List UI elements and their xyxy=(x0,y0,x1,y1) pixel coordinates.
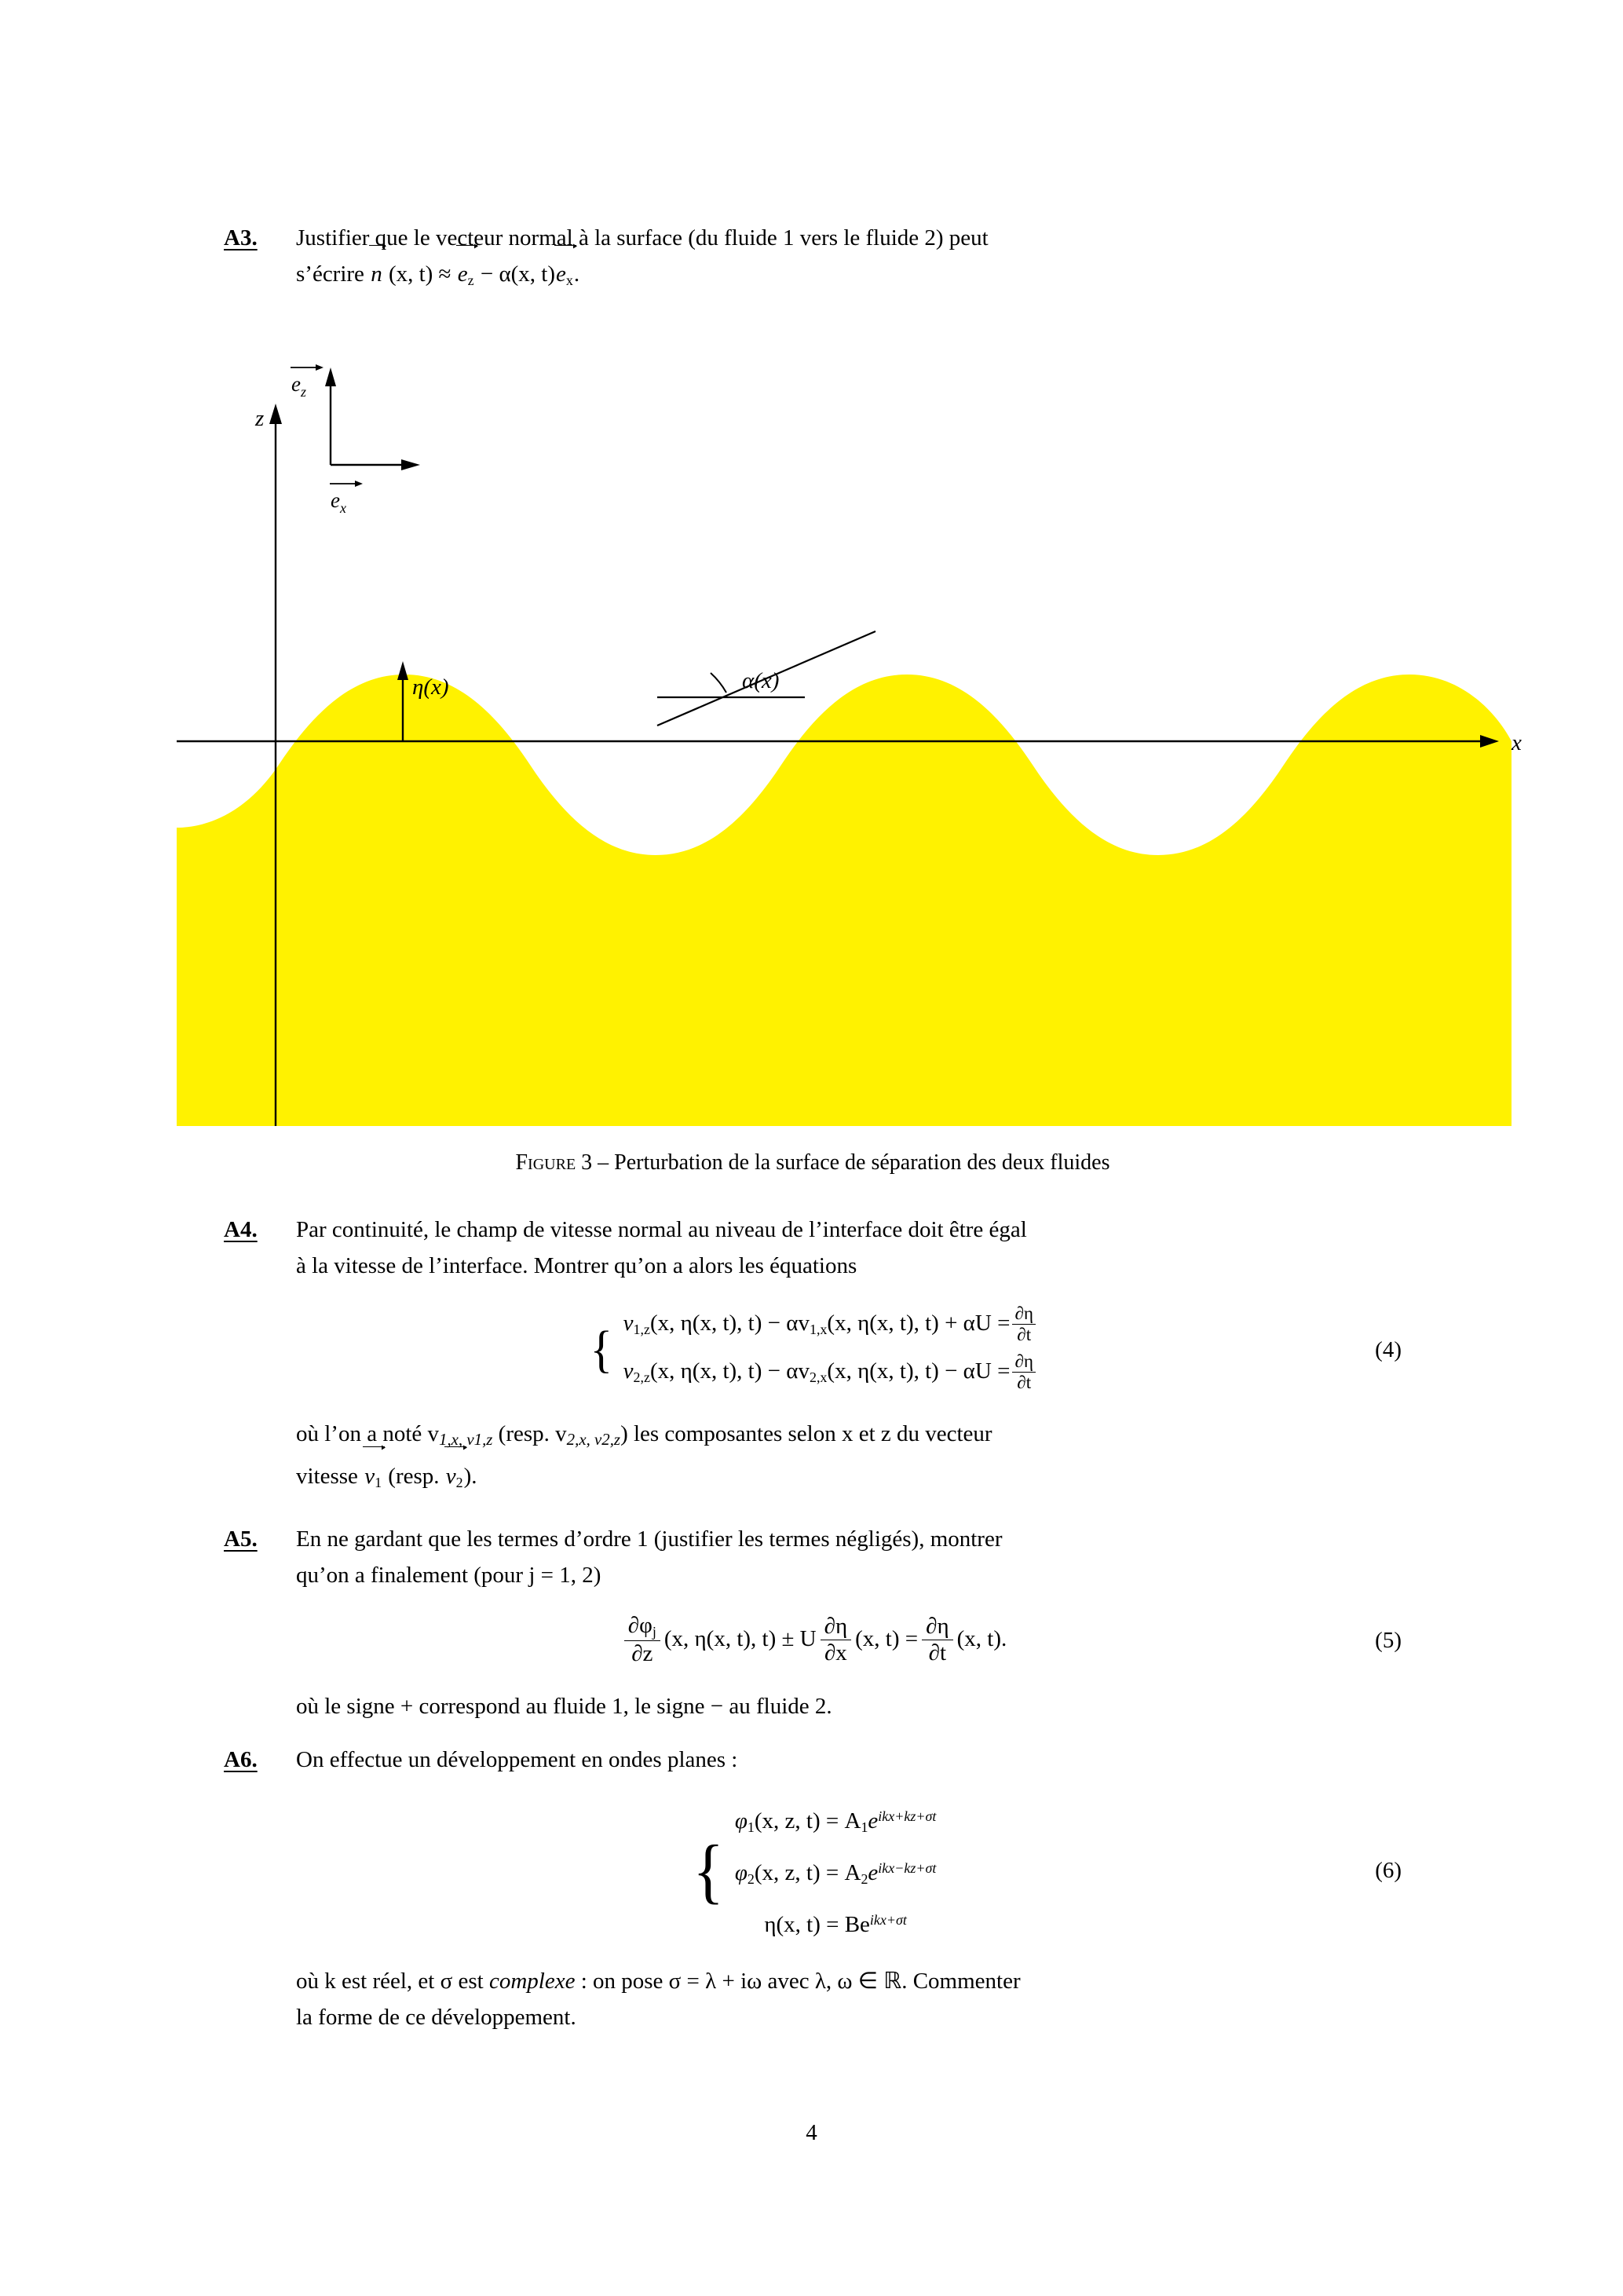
page-number: 4 xyxy=(806,2120,817,2145)
eq6-l2-b: (x, z, t) = A xyxy=(754,1859,861,1885)
x-axis-label: x xyxy=(1512,730,1522,756)
eq4-l1-sub1: 1,z xyxy=(633,1322,650,1338)
question-a6-label: A6. xyxy=(224,1746,258,1772)
v1-sub: 1 xyxy=(375,1474,382,1490)
a3-minus: − α(x, t) xyxy=(474,261,556,287)
alpha-angle-arc xyxy=(711,673,726,693)
a4-after-2: (resp. v xyxy=(492,1421,567,1447)
eta-label: η(x) xyxy=(412,675,449,700)
eq4-l1-den: ∂t xyxy=(1017,1324,1032,1345)
a3-period: . xyxy=(573,261,580,287)
figure-caption-text: – Perturbation de la surface de séparation des deux fluides xyxy=(592,1150,1110,1175)
eq6-l1-e: e xyxy=(868,1808,879,1834)
a4-subs-2: 2,x, v2,z xyxy=(566,1430,621,1450)
equation-4 xyxy=(589,1304,1038,1395)
equation-4-line-2 xyxy=(623,1352,1038,1395)
eq5-f3-num: ∂η xyxy=(922,1614,953,1640)
ez-label-group xyxy=(291,364,324,400)
eq6-l1-sub: 1 xyxy=(747,1819,755,1835)
eq6-l1-exp: ikx+kz+σt xyxy=(878,1808,937,1824)
a3-text-1: Justifier que le vecteur normal à la surface (du fluide 1 vers le fluide 2) peut xyxy=(296,225,989,250)
eq4-l2-sub2: 2,x xyxy=(809,1369,828,1386)
ex-label-group xyxy=(330,481,363,516)
eta-arrowhead xyxy=(397,661,408,680)
eq5-f2-num: ∂η xyxy=(821,1614,852,1640)
eq4-l1-b: (x, η(x, t), t) − αv xyxy=(649,1311,810,1336)
eq4-l1-sub2: 1,x xyxy=(809,1322,828,1338)
eq5-frac-1 xyxy=(624,1613,660,1667)
eq4-l2-b: (x, η(x, t), t) − αv xyxy=(649,1358,810,1384)
eq5-end: (x, t). xyxy=(956,1625,1007,1651)
alpha-label: α(x) xyxy=(742,668,780,694)
v2-sub: 2 xyxy=(455,1474,463,1490)
ez-arrowhead xyxy=(325,367,336,386)
ez-label: $e_z$ xyxy=(291,372,306,400)
eq5-f1-den: ∂z xyxy=(631,1640,653,1666)
a4-after-1: où l’on a noté v xyxy=(296,1421,440,1447)
a6-text-1: On effectue un développement en ondes planes : xyxy=(296,1746,738,1772)
question-a5 xyxy=(224,1521,1402,1724)
equation-6-number: (6) xyxy=(1375,1857,1402,1883)
eq5-f3-den: ∂t xyxy=(928,1640,947,1666)
v1-letter: v xyxy=(364,1463,375,1489)
figure-3-svg xyxy=(177,325,1522,1126)
eq6-l3-a: η(x, t) = Be xyxy=(764,1911,870,1937)
ez-letter: e xyxy=(457,261,468,287)
ex-subscript: x xyxy=(565,272,573,289)
question-a3-label: A3. xyxy=(224,225,258,250)
eq4-l1-frac xyxy=(1012,1303,1036,1345)
equation-4-line-1 xyxy=(623,1304,1038,1347)
eq4-l2-den: ∂t xyxy=(1017,1373,1032,1394)
eq4-l1-c: (x, η(x, t), t) + αU = xyxy=(827,1311,1011,1336)
equation-6-line-2 xyxy=(735,1850,936,1897)
a4-after-4-mid: (resp. xyxy=(382,1463,445,1489)
eq6-l2-phi: φ xyxy=(734,1859,748,1885)
question-a6-body xyxy=(296,1742,1402,2035)
a5-text-1: En ne gardant que les termes d’ordre 1 (justifier les termes négligés), montrer xyxy=(296,1526,1003,1552)
equation-6-line-1 xyxy=(735,1798,936,1845)
a4-text-1: Par continuité, le champ de vitesse normal au niveau de l’interface doit être égal xyxy=(296,1217,1027,1243)
ez-vector-symbol xyxy=(457,256,475,298)
eq4-l1-v: v xyxy=(623,1311,634,1336)
question-a5-label: A5. xyxy=(224,1526,258,1552)
figure-3 xyxy=(177,325,1522,1175)
a6-after-1b: : on pose σ = λ + iω avec λ, ω ∈ ℝ. Commenter xyxy=(575,1968,1021,1994)
eq4-l2-sub1: 2,z xyxy=(633,1369,650,1386)
question-a4-label: A4. xyxy=(224,1217,258,1243)
question-a4-body xyxy=(296,1212,1402,1501)
eq5-f2-den: ∂x xyxy=(824,1640,847,1666)
eq4-l1-num: ∂η xyxy=(1012,1303,1036,1325)
a4-text-2: à la vitesse de l’interface. Montrer qu’on a alors les équations xyxy=(296,1253,857,1279)
eq6-l2-sub2: 2 xyxy=(861,1870,868,1887)
eq6-l3-exp: ikx+σt xyxy=(869,1911,907,1928)
eq6-l1-sub2: 1 xyxy=(861,1819,868,1835)
a6-after-1-italic: complexe xyxy=(488,1968,576,1994)
a4-after-3: ) les composantes selon x et z du vecteur xyxy=(620,1421,992,1447)
equation-5 xyxy=(620,1614,1007,1668)
eq4-l2-c: (x, η(x, t), t) − αU = xyxy=(827,1358,1011,1384)
z-axis-arrowhead xyxy=(269,404,282,424)
eq6-l2-e: e xyxy=(868,1859,879,1885)
a3-text-2-pre: s’écrire xyxy=(296,261,371,287)
question-a3-body xyxy=(296,220,1402,298)
ex-arrowhead xyxy=(401,459,420,470)
a3-args: (x, t) ≈ xyxy=(382,261,457,287)
z-axis-label: z xyxy=(255,406,265,432)
eq5-f1-num-text: ∂φ xyxy=(627,1613,652,1639)
a6-after-1a: où k est réel, et σ est xyxy=(296,1968,489,1994)
v1-vector-symbol xyxy=(364,1458,382,1501)
question-a3 xyxy=(224,220,1402,298)
a6-after-2: la forme de ce développement. xyxy=(296,2004,576,2030)
equation-6-row xyxy=(296,1798,1402,1943)
equation-6-line-3 xyxy=(735,1902,936,1943)
fluid-region xyxy=(177,675,1512,1126)
a4-after-4-pre: vitesse xyxy=(296,1463,364,1489)
ex-letter: e xyxy=(556,261,566,287)
equation-5-row xyxy=(296,1614,1402,1668)
eq5-mid2: (x, t) = xyxy=(855,1625,919,1651)
eq6-l2-sub: 2 xyxy=(747,1870,755,1887)
eq5-frac-3 xyxy=(922,1614,953,1667)
question-a6 xyxy=(224,1742,1402,2035)
eq4-l2-v: v xyxy=(623,1358,634,1384)
equation-4-row xyxy=(296,1304,1402,1395)
equation-6 xyxy=(691,1798,937,1943)
ex-label: $e_x$ xyxy=(331,488,346,517)
equation-4-number: (4) xyxy=(1375,1337,1402,1363)
question-a5-body xyxy=(296,1521,1402,1724)
eq4-l2-frac xyxy=(1012,1351,1036,1393)
v2-letter: v xyxy=(445,1463,456,1489)
page-content xyxy=(224,220,1522,2040)
ez-label-arrowhead xyxy=(316,364,324,371)
equation-6-brace: { xyxy=(692,1830,724,1910)
a4-after-4-end: ). xyxy=(463,1463,477,1489)
a4-subs-1: 1,x, v1,z xyxy=(439,1430,493,1450)
figure-caption-prefix: Figure 3 xyxy=(515,1150,593,1175)
question-a4 xyxy=(224,1212,1402,1501)
v2-vector-symbol xyxy=(445,1458,464,1501)
eq5-frac-2 xyxy=(821,1614,852,1667)
eq6-l1-b: (x, z, t) = A xyxy=(754,1808,861,1834)
eq5-mid: (x, η(x, t), t) ± U xyxy=(663,1625,817,1651)
eq4-l2-num: ∂η xyxy=(1012,1351,1036,1373)
a5-text-2: qu’on a finalement (pour j = 1, 2) xyxy=(296,1562,601,1588)
ex-label-arrowhead xyxy=(355,481,363,487)
eq6-l2-exp: ikx−kz+σt xyxy=(878,1859,937,1876)
equation-4-brace: { xyxy=(590,1321,613,1379)
ex-vector-symbol xyxy=(555,256,574,298)
a5-after: où le signe + correspond au fluide 1, le signe − au fluide 2. xyxy=(296,1693,832,1719)
equation-5-number: (5) xyxy=(1375,1628,1402,1654)
eq5-f1-num-sub: j xyxy=(652,1624,656,1640)
figure-3-caption xyxy=(224,1150,1402,1175)
eq5-f1-num xyxy=(624,1613,660,1641)
normal-vector-symbol: n xyxy=(370,256,383,292)
eq6-l1-phi: φ xyxy=(734,1808,748,1834)
ez-subscript: z xyxy=(467,272,474,289)
